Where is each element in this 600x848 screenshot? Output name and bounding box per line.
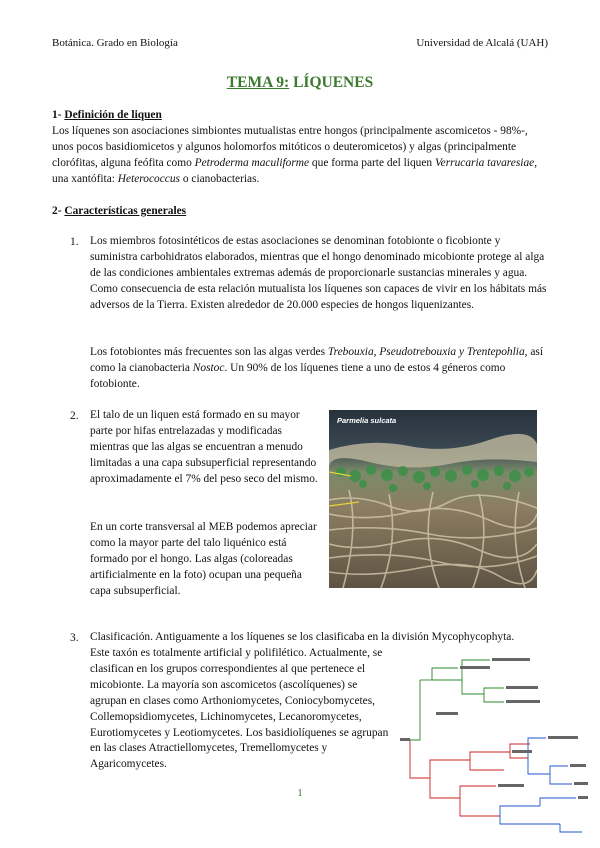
s1-text-b: que forma parte del liquen <box>309 156 435 169</box>
page-title <box>0 74 600 92</box>
section-1-title: Definición de liquen <box>64 109 162 121</box>
title-suffix: LÍQUENES <box>289 74 374 91</box>
item-1-paragraph-2 <box>90 345 550 393</box>
phylogenetic-tree-diagram <box>400 648 590 838</box>
section-1-paragraph <box>52 124 548 188</box>
section-2-heading <box>52 205 186 217</box>
section-1-number: 1- <box>52 109 65 121</box>
item-3-paragraph: Este taxón es totalmente artificial y polifilético. Actualmente, se clasifican en los grupos correspondientes al que pertenece el micobionte. La mayoría son ascomicetos (ascolíquenes) se agrupan en clases como Arthoniomycetes, Coniocybomycetes, Collemopsidiomycetes, Lichinomycetes, Lecanoromycetes, Eurotiomycetes y Leotiomycetes. Los basidiolíquenes se agrupan en las clases Atractiellomycetes, Tremellomycetes y Agaricomycetes. <box>90 647 389 771</box>
header-right: Universidad de Alcalá (UAH) <box>416 37 548 49</box>
lichen-sem-photo <box>329 410 537 588</box>
s1-text-a: Los líquenes son asociaciones simbiontes mutualistas entre hongos (principalmente ascomicetos - 98%-, unos pocos basidiomicetos y algunos holomorfos mitóticos o deuteromicetos) y algas (principalmente clorófitas, alguna feófita como <box>52 125 528 169</box>
i1-p2-c: . Un 90% de los líquenes tiene a uno de estos 4 géneros como fotobionte. <box>90 361 506 390</box>
item-2-paragraph-1: El talo de un liquen está formado en su mayor parte por hifas entrelazadas y modificadas mientras que las algas se encuentran a menudo limitadas a una capa subsuperficial representando aproximadamente el 7% del peso seco del mismo. <box>90 409 318 485</box>
i1-p2-a: Los fotobiontes más frecuentes son las algas verdes <box>90 346 328 358</box>
phylogenetic-tree <box>400 648 590 838</box>
page-number: 1 <box>297 787 303 799</box>
i1-p2-species2: Nostoc <box>192 361 225 374</box>
section-2-title: Características generales <box>64 205 187 217</box>
s1-text-c: , una xantófita: <box>52 156 538 185</box>
lichen-sem-illustration <box>329 410 537 588</box>
s1-species-3: Heterococcus <box>117 172 180 185</box>
title-prefix: TEMA 9: <box>226 74 290 91</box>
section-1-heading <box>52 109 162 121</box>
i1-p2-species: Trebouxia, Pseudotrebouxia y Trentepohlia <box>327 346 525 358</box>
item-1-marker: 1. <box>70 236 79 248</box>
i1-p2-b: , así como la cianobacteria <box>90 346 544 374</box>
photo-label: Parmelia sulcata <box>337 416 397 425</box>
item-3-line-1: Clasificación. Antiguamente a los líquenes se los clasificaba en la división Mycophycophyta. <box>90 631 515 643</box>
item-2-marker: 2. <box>70 410 79 422</box>
item-2-paragraph-2: En un corte transversal al MEB podemos apreciar como la mayor parte del talo liquénico está formado por el hongo. Las algas (coloreadas artificialmente en la foto) ocupan una pequeña capa subsuperficial. <box>90 521 317 597</box>
item-3-marker: 3. <box>70 632 79 644</box>
s1-species-1: Petroderma maculiforme <box>194 156 310 169</box>
s1-text-d: o cianobacterias. <box>180 172 260 185</box>
section-2-number: 2- <box>52 205 65 217</box>
item-1-paragraph-1: Los miembros fotosintéticos de estas asociaciones se denominan fotobionte o ficobionte y suministra carbohidratos elaborados, mientras que el hongo denominado micobionte protege al alga de las condiciones ambientales extremas además de proporcionarle sustancias minerales y agua. Como consecuencia de esta relación mutualista los líquenes son capaces de vivir en los hábitats más adversos de la Tierra. Existen alrededor de 20.000 especies de hongos liquenizantes. <box>90 235 547 311</box>
s1-species-2: Verrucaria tavaresiae <box>434 156 535 169</box>
header-left: Botánica. Grado en Biología <box>52 37 178 49</box>
